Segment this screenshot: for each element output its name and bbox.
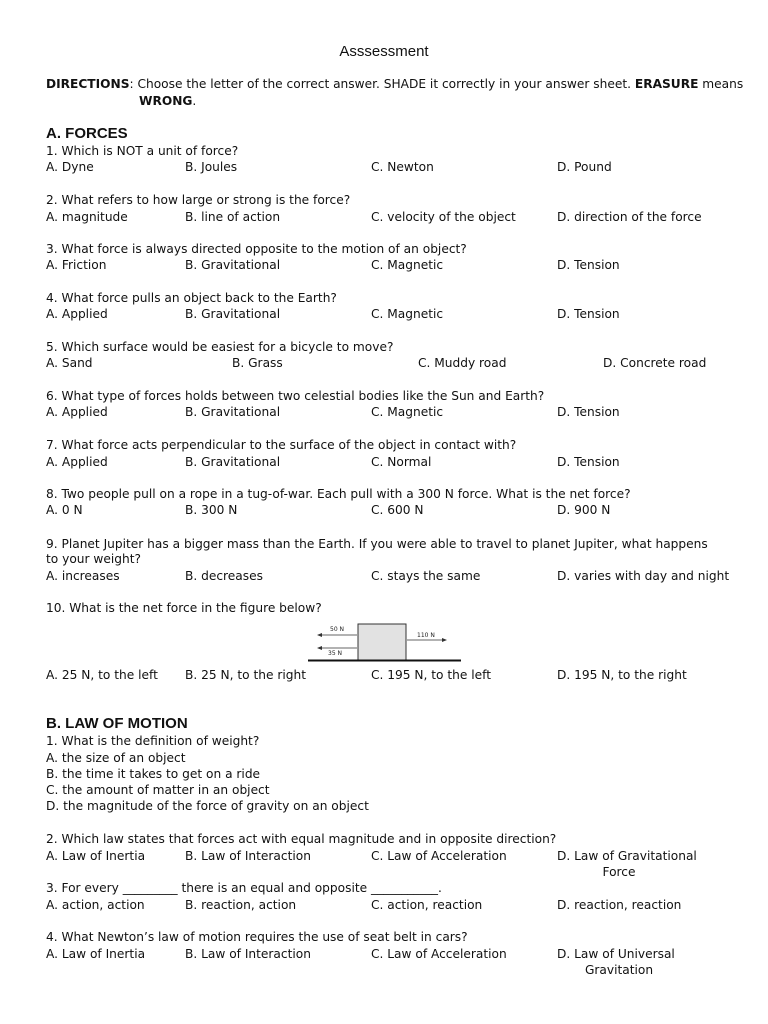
- question-a2: 2. What refers to how large or strong is the force?: [46, 193, 351, 207]
- section-a-heading: A. FORCES: [46, 125, 128, 142]
- option-a: A. 0 N: [46, 503, 83, 517]
- question-a10: 10. What is the net force in the figure below?: [46, 601, 322, 615]
- force-diagram: [300, 618, 470, 666]
- directions-text: : Choose the letter of the correct answer. SHADE it correctly in your answer sheet.: [129, 77, 635, 91]
- option-d: D. Law of Gravitational: [557, 849, 697, 863]
- option-a: A. Applied: [46, 455, 108, 469]
- option-a: A. 25 N, to the left: [46, 668, 158, 682]
- option-d: D. Pound: [557, 160, 612, 174]
- option-c: C. the amount of matter in an object: [46, 783, 270, 797]
- option-b: B. line of action: [185, 210, 281, 224]
- option-b: B. Gravitational: [185, 258, 281, 272]
- option-d: D. Tension: [557, 455, 620, 469]
- arrowhead-left-top: [317, 633, 322, 637]
- option-d: D. Tension: [557, 307, 620, 321]
- option-d: D. varies with day and night: [557, 569, 730, 583]
- option-d-continued: Force: [602, 865, 636, 879]
- option-d: D. direction of the force: [557, 210, 702, 224]
- option-a: A. Applied: [46, 307, 108, 321]
- option-c: C. Law of Acceleration: [371, 947, 507, 961]
- directions-line2: [139, 94, 196, 109]
- option-b: B. 300 N: [185, 503, 238, 517]
- option-b: B. Gravitational: [185, 307, 281, 321]
- question-a4: 4. What force pulls an object back to the Earth?: [46, 291, 337, 305]
- option-b: B. Gravitational: [185, 405, 281, 419]
- option-d: D. the magnitude of the force of gravity on an object: [46, 799, 369, 813]
- question-a3: 3. What force is always directed opposite to the motion of an object?: [46, 242, 467, 256]
- option-c: C. 195 N, to the left: [371, 668, 491, 682]
- block: [358, 624, 406, 660]
- option-a: A. Sand: [46, 356, 93, 370]
- arrowhead-left-bottom: [317, 646, 322, 650]
- question-b3: 3. For every _________ there is an equal and opposite ___________.: [46, 881, 442, 895]
- option-a: A. Dyne: [46, 160, 94, 174]
- option-a: A. Applied: [46, 405, 108, 419]
- option-c: C. Magnetic: [371, 307, 444, 321]
- force-label-50: 50 N: [330, 626, 345, 633]
- option-a: A. magnitude: [46, 210, 128, 224]
- question-a9: 9. Planet Jupiter has a bigger mass than the Earth. If you were able to travel to planet Jupiter, what happens to your weight?: [46, 537, 708, 566]
- option-b: B. Gravitational: [185, 455, 281, 469]
- option-d: D. 900 N: [557, 503, 611, 517]
- option-b: B. the time it takes to get on a ride: [46, 767, 261, 781]
- option-a: A. Law of Inertia: [46, 947, 146, 961]
- option-c: C. velocity of the object: [371, 210, 516, 224]
- option-b: B. reaction, action: [185, 898, 297, 912]
- option-a: A. increases: [46, 569, 120, 583]
- option-c: C. action, reaction: [371, 898, 483, 912]
- option-d: D. Concrete road: [603, 356, 707, 370]
- option-a: A. the size of an object: [46, 751, 186, 765]
- option-b: B. Grass: [232, 356, 283, 370]
- option-d: D. 195 N, to the right: [557, 668, 687, 682]
- option-c: C. Newton: [371, 160, 434, 174]
- option-d: D. Tension: [557, 405, 620, 419]
- option-b: B. 25 N, to the right: [185, 668, 306, 682]
- option-d: D. Tension: [557, 258, 620, 272]
- section-b-heading: B. LAW OF MOTION: [46, 715, 188, 732]
- directions-period: .: [192, 94, 197, 108]
- directions-means: means: [698, 77, 744, 91]
- question-b2: 2. Which law states that forces act with equal magnitude and in opposite direction?: [46, 832, 557, 846]
- option-a: A. Law of Inertia: [46, 849, 146, 863]
- question-a7: 7. What force acts perpendicular to the surface of the object in contact with?: [46, 438, 517, 452]
- directions-label: DIRECTIONS: [46, 77, 130, 91]
- question-b4: 4. What Newton’s law of motion requires the use of seat belt in cars?: [46, 930, 468, 944]
- question-a6: 6. What type of forces holds between two celestial bodies like the Sun and Earth?: [46, 389, 545, 403]
- option-b: B. Law of Interaction: [185, 849, 311, 863]
- option-c: C. Normal: [371, 455, 432, 469]
- directions: [46, 77, 743, 92]
- option-d: D. Law of Universal: [557, 947, 675, 961]
- option-b: B. decreases: [185, 569, 263, 583]
- option-a: A. Friction: [46, 258, 107, 272]
- option-c: C. Muddy road: [418, 356, 507, 370]
- force-label-110: 110 N: [417, 632, 435, 639]
- question-b1: 1. What is the definition of weight?: [46, 734, 260, 748]
- page-title: Asssessment: [339, 43, 429, 60]
- option-c: C. Law of Acceleration: [371, 849, 507, 863]
- question-a8: 8. Two people pull on a rope in a tug-of-war. Each pull with a 300 N force. What is the net force?: [46, 487, 631, 501]
- wrong-word: WRONG: [139, 94, 193, 108]
- option-c: C. Magnetic: [371, 258, 444, 272]
- arrowhead-right: [442, 638, 447, 642]
- option-c: C. Magnetic: [371, 405, 444, 419]
- question-a5: 5. Which surface would be easiest for a bicycle to move?: [46, 340, 394, 354]
- option-a: A. action, action: [46, 898, 145, 912]
- option-b: B. Law of Interaction: [185, 947, 311, 961]
- option-d-continued: Gravitation: [584, 963, 654, 977]
- erasure-word: ERASURE: [634, 77, 699, 91]
- force-label-35: 35 N: [328, 650, 343, 657]
- option-d: D. reaction, reaction: [557, 898, 682, 912]
- option-b: B. Joules: [185, 160, 238, 174]
- option-c: C. 600 N: [371, 503, 424, 517]
- option-c: C. stays the same: [371, 569, 481, 583]
- question-a1: 1. Which is NOT a unit of force?: [46, 144, 239, 158]
